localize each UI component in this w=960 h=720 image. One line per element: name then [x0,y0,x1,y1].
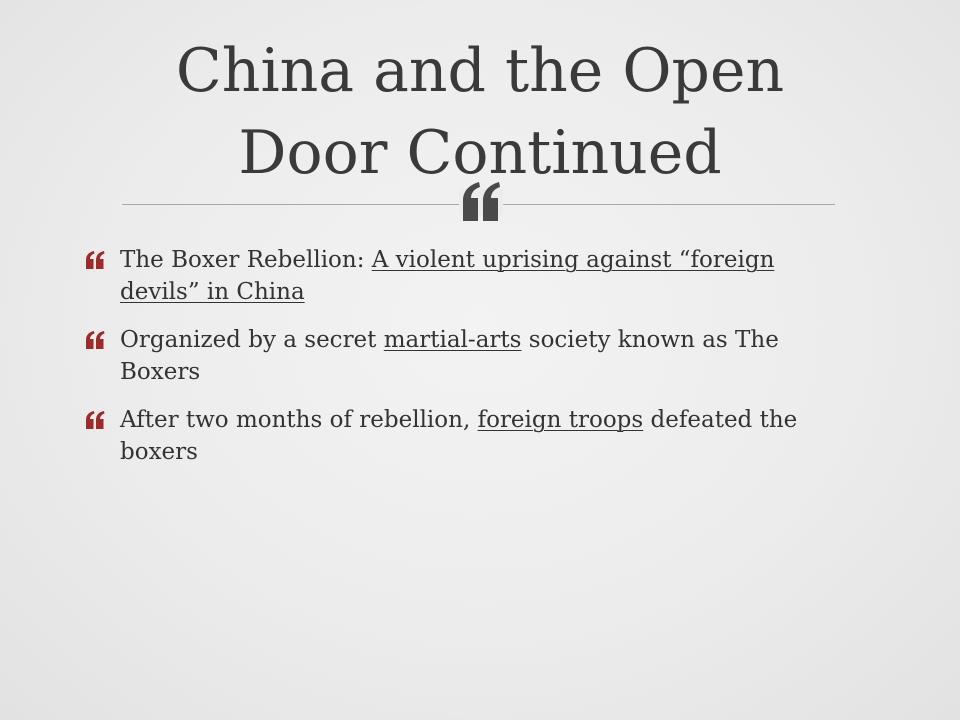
bullet-text: The Boxer Rebellion: [120,247,372,273]
quote-bullet-icon [84,329,106,351]
bullet-item [84,404,824,468]
bullet-list [84,244,824,484]
bullet-item [84,244,824,308]
bullet-text-tail: defeated the boxers [120,407,798,465]
quote-bullet-icon [84,409,106,431]
bullet-text: Organized by a secret [120,327,384,353]
title-line-1: China and the Open [175,36,785,106]
bullet-item [84,324,824,388]
bullet-emphasis: foreign troops [477,407,644,433]
quote-bullet-icon [84,249,106,271]
bullet-emphasis: A violent uprising against “foreign devils” in China [120,247,775,305]
bullet-text-tail: society known as The Boxers [120,327,779,385]
title-line-2: Door Continued [238,118,722,188]
bullet-emphasis: martial-arts [383,327,522,353]
quote-mark-icon [459,179,503,225]
slide-title [120,30,840,194]
bullet-text: After two months of rebellion, [120,407,478,433]
